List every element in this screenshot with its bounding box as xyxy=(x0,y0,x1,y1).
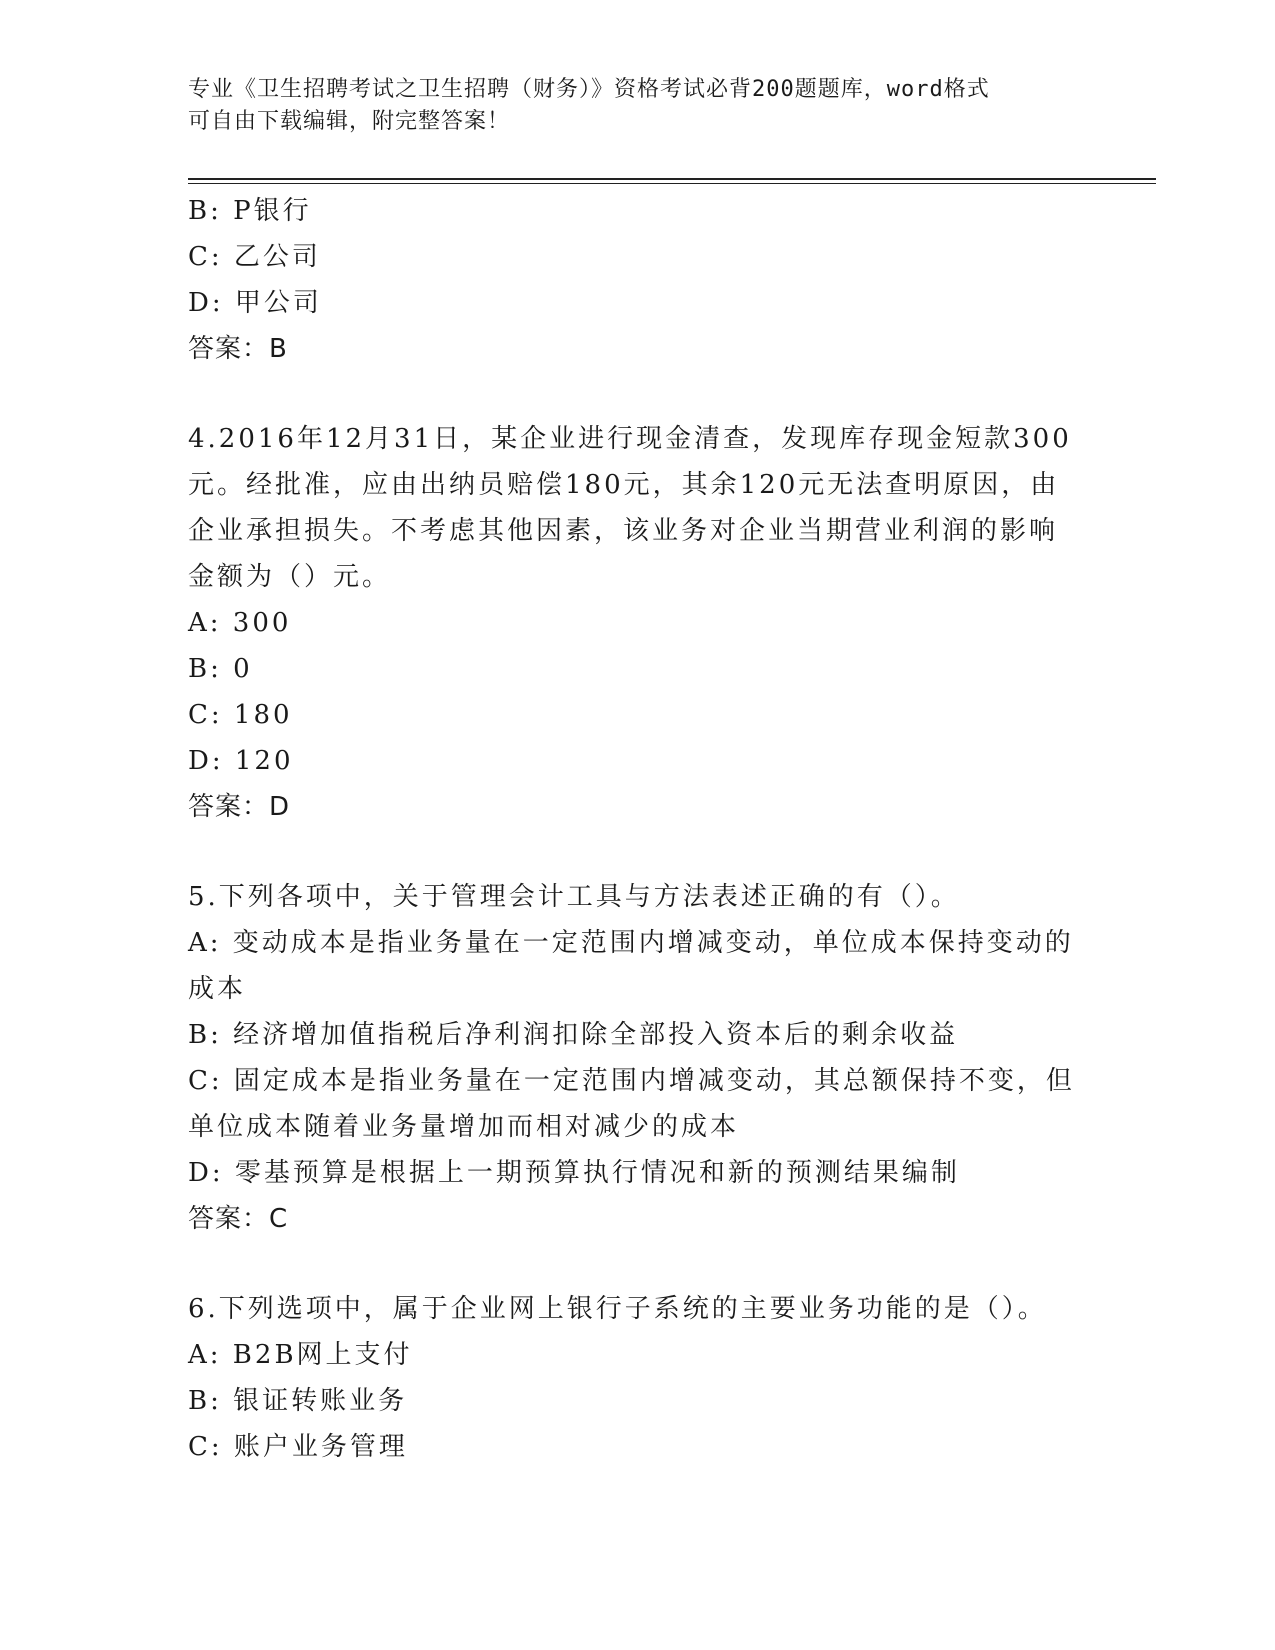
answer: 答案：B xyxy=(188,334,288,364)
question-stem: 6.下列选项中，属于企业网上银行子系统的主要业务功能的是（）。 xyxy=(188,1294,1047,1324)
question-stem: 5.下列各项中，关于管理会计工具与方法表述正确的有（）。 xyxy=(188,882,960,912)
document-header xyxy=(188,74,1088,138)
option-a: A: B2B网上支付 xyxy=(188,1340,413,1370)
question-content xyxy=(188,188,1088,1470)
question-stem-line: 金额为（）元。 xyxy=(188,562,392,592)
option-line: 成本 xyxy=(188,974,247,1004)
option-b: B: P银行 xyxy=(188,196,312,226)
option-b: B: 0 xyxy=(188,654,253,684)
question-6 xyxy=(188,1286,1088,1470)
option-line: C: 固定成本是指业务量在一定范围内增减变动，其总额保持不变，但 xyxy=(188,1066,1075,1096)
question-5 xyxy=(188,874,1088,1242)
answer: 答案：D xyxy=(188,792,291,822)
option-line: 单位成本随着业务量增加而相对减少的成本 xyxy=(188,1112,740,1142)
header-title-line-2: 可自由下载编辑，附完整答案！ xyxy=(188,109,511,134)
option-a: A: 300 xyxy=(188,608,292,638)
question-3-tail xyxy=(188,188,1088,372)
header-divider-thin xyxy=(188,183,1156,184)
question-stem-line: 4.2016年12月31日，某企业进行现金清查，发现库存现金短款300 xyxy=(188,424,1072,454)
option-c: C: 180 xyxy=(188,700,293,730)
option-b: B: 银证转账业务 xyxy=(188,1386,408,1416)
option-d: D: 甲公司 xyxy=(188,288,322,318)
header-title-line-1: 专业《卫生招聘考试之卫生招聘（财务）》资格考试必背200题题库，word格式 xyxy=(188,77,990,102)
option-c: C: 账户业务管理 xyxy=(188,1432,408,1462)
option-c: C: 乙公司 xyxy=(188,242,321,272)
option-line: A: 变动成本是指业务量在一定范围内增减变动，单位成本保持变动的 xyxy=(188,928,1074,958)
option-line: B: 经济增加值指税后净利润扣除全部投入资本后的剩余收益 xyxy=(188,1020,959,1050)
question-stem-line: 企业承担损失。不考虑其他因素，该业务对企业当期营业利润的影响 xyxy=(188,516,1059,546)
option-d: D: 120 xyxy=(188,746,294,776)
option-line: D: 零基预算是根据上一期预算执行情况和新的预测结果编制 xyxy=(188,1158,960,1188)
question-4 xyxy=(188,416,1088,830)
header-divider-thick xyxy=(188,178,1156,180)
question-stem-line: 元。经批准，应由出纳员赔偿180元，其余120元无法查明原因，由 xyxy=(188,470,1060,500)
answer: 答案：C xyxy=(188,1204,289,1234)
